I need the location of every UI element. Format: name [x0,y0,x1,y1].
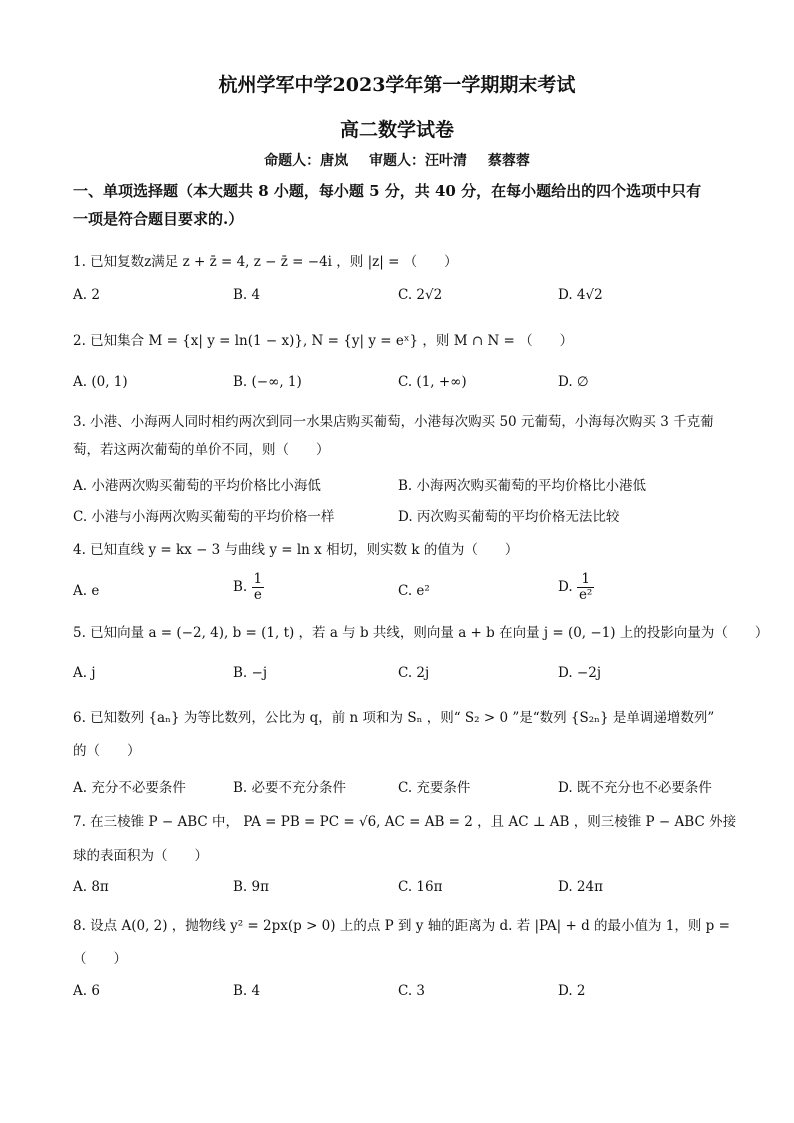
q6-option-c: C. 充要条件 [398,780,471,796]
q1-option-a: A. 2 [73,287,100,303]
q7-option-b: B. 9π [233,879,269,895]
q8-option-d: D. 2 [558,983,586,999]
reviewer: 审题人：汪叶清 [369,153,467,169]
q3-option-b: B. 小海两次购买葡萄的平均价格比小港低 [398,478,647,494]
q4-option-d [558,572,594,603]
question-7-stem-line-2: 球的表面积为（ ） [73,848,208,864]
question-5-stem: 5. 已知向量 a = (−2, 4), b = (1, t) ，若 a 与 b 共线，则向量 a + b 在向量 j = (0, −1) 上的投影向量为（ ） [73,625,769,641]
fraction-numerator: 1 [253,571,263,587]
q1-option-c: C. 2√2 [398,287,443,303]
q7-option-d: D. 24π [558,879,603,895]
question-6-stem-line-1: 6. 已知数列 {aₙ} 为等比数列，公比为 q，前 n 项和为 Sₙ ，则“ S₂ > 0 ”是“数列 {S₂ₙ} 是单调递增数列” [73,710,715,726]
q4-option-d-fraction [577,572,594,603]
q3-option-c: C. 小港与小海两次购买葡萄的平均价格一样 [73,509,335,525]
q5-option-c: C. 2j [398,665,430,681]
q4-option-b-letter: B. [233,579,248,595]
question-8-stem-line-1: 8. 设点 A(0, 2) ，抛物线 y² = 2px(p > 0) 上的点 P 到 y 轴的距离为 d. 若 |PA| + d 的最小值为 1，则 p = [73,918,730,934]
proposer: 命题人：唐岚 [264,153,349,169]
q5-option-b: B. −j [233,665,268,681]
q7-option-c: C. 16π [398,879,443,895]
question-7-stem-line-1: 7. 在三棱锥 P − ABC 中， PA = PB = PC = √6, AC = AB = 2 ，且 AC ⊥ AB ，则三棱锥 P − ABC 外接 [73,814,737,830]
q3-option-d: D. 丙次购买葡萄的平均价格无法比较 [398,509,620,525]
q8-option-a: A. 6 [73,983,100,999]
exam-title: 杭州学军中学2023学年第一学期期末考试 [218,74,576,96]
exam-authors [0,150,794,170]
q2-option-d: D. ∅ [558,374,589,390]
question-6-stem-line-2: 的（ ） [73,743,141,759]
q2-option-b: B. (−∞, 1) [233,374,302,390]
question-4-stem: 4. 已知直线 y = kx − 3 与曲线 y = ln x 相切，则实数 k 的值为（ ） [73,542,519,558]
q8-option-c: C. 3 [398,983,426,999]
question-2-stem: 2. 已知集合 M = {x| y = ln(1 − x)}, N = {y| y = eˣ} ，则 M ∩ N = （ ） [73,333,574,349]
q6-option-d: D. 既不充分也不必要条件 [558,780,712,796]
q2-option-a: A. (0, 1) [73,374,128,390]
question-8-stem-line-2: （ ） [73,951,127,967]
q5-option-d: D. −2j [558,665,602,681]
q4-option-a: A. e [73,583,100,599]
question-3-stem: 3. 小港、小海两人同时相约两次到同一水果店购买葡萄，小港每次购买 50 元葡萄，小海每次购买 3 千克葡萄，若这两次葡萄的单价不同，则（ ） [73,414,714,458]
q8-option-b: B. 4 [233,983,261,999]
reviewer-2: 蔡蓉蓉 [487,153,530,169]
q4-option-b [233,572,264,603]
exam-subtitle: 高二数学试卷 [339,119,454,141]
question-1-stem: 1. 已知复数z满足 z + z̄ = 4, z − z̄ = −4i ，则 |z| = （ ） [73,254,458,270]
fraction-denominator: e [253,587,262,603]
fraction-numerator: 1 [577,572,594,588]
q6-option-a: A. 充分不必要条件 [73,780,186,796]
q6-option-b: B. 必要不充分条件 [233,780,347,796]
q1-option-d: D. 4√2 [558,287,603,303]
section-heading-line-1: 一、单项选择题（本大题共 8 小题，每小题 5 分，共 40 分，在每小题给出的四个选项中只有 [73,182,702,200]
q2-option-c: C. (1, +∞) [398,374,467,390]
q5-option-a: A. j [73,665,96,681]
q1-option-b: B. 4 [233,287,261,303]
q4-option-d-letter: D. [558,579,573,595]
q4-option-b-fraction [252,572,265,603]
q4-option-c: C. e² [398,583,430,599]
q3-option-a: A. 小港两次购买葡萄的平均价格比小海低 [73,478,321,494]
section-heading-line-2: 一项是符合题目要求的.） [73,210,244,228]
q7-option-a: A. 8π [73,879,109,895]
fraction-denominator: e² [578,587,593,603]
